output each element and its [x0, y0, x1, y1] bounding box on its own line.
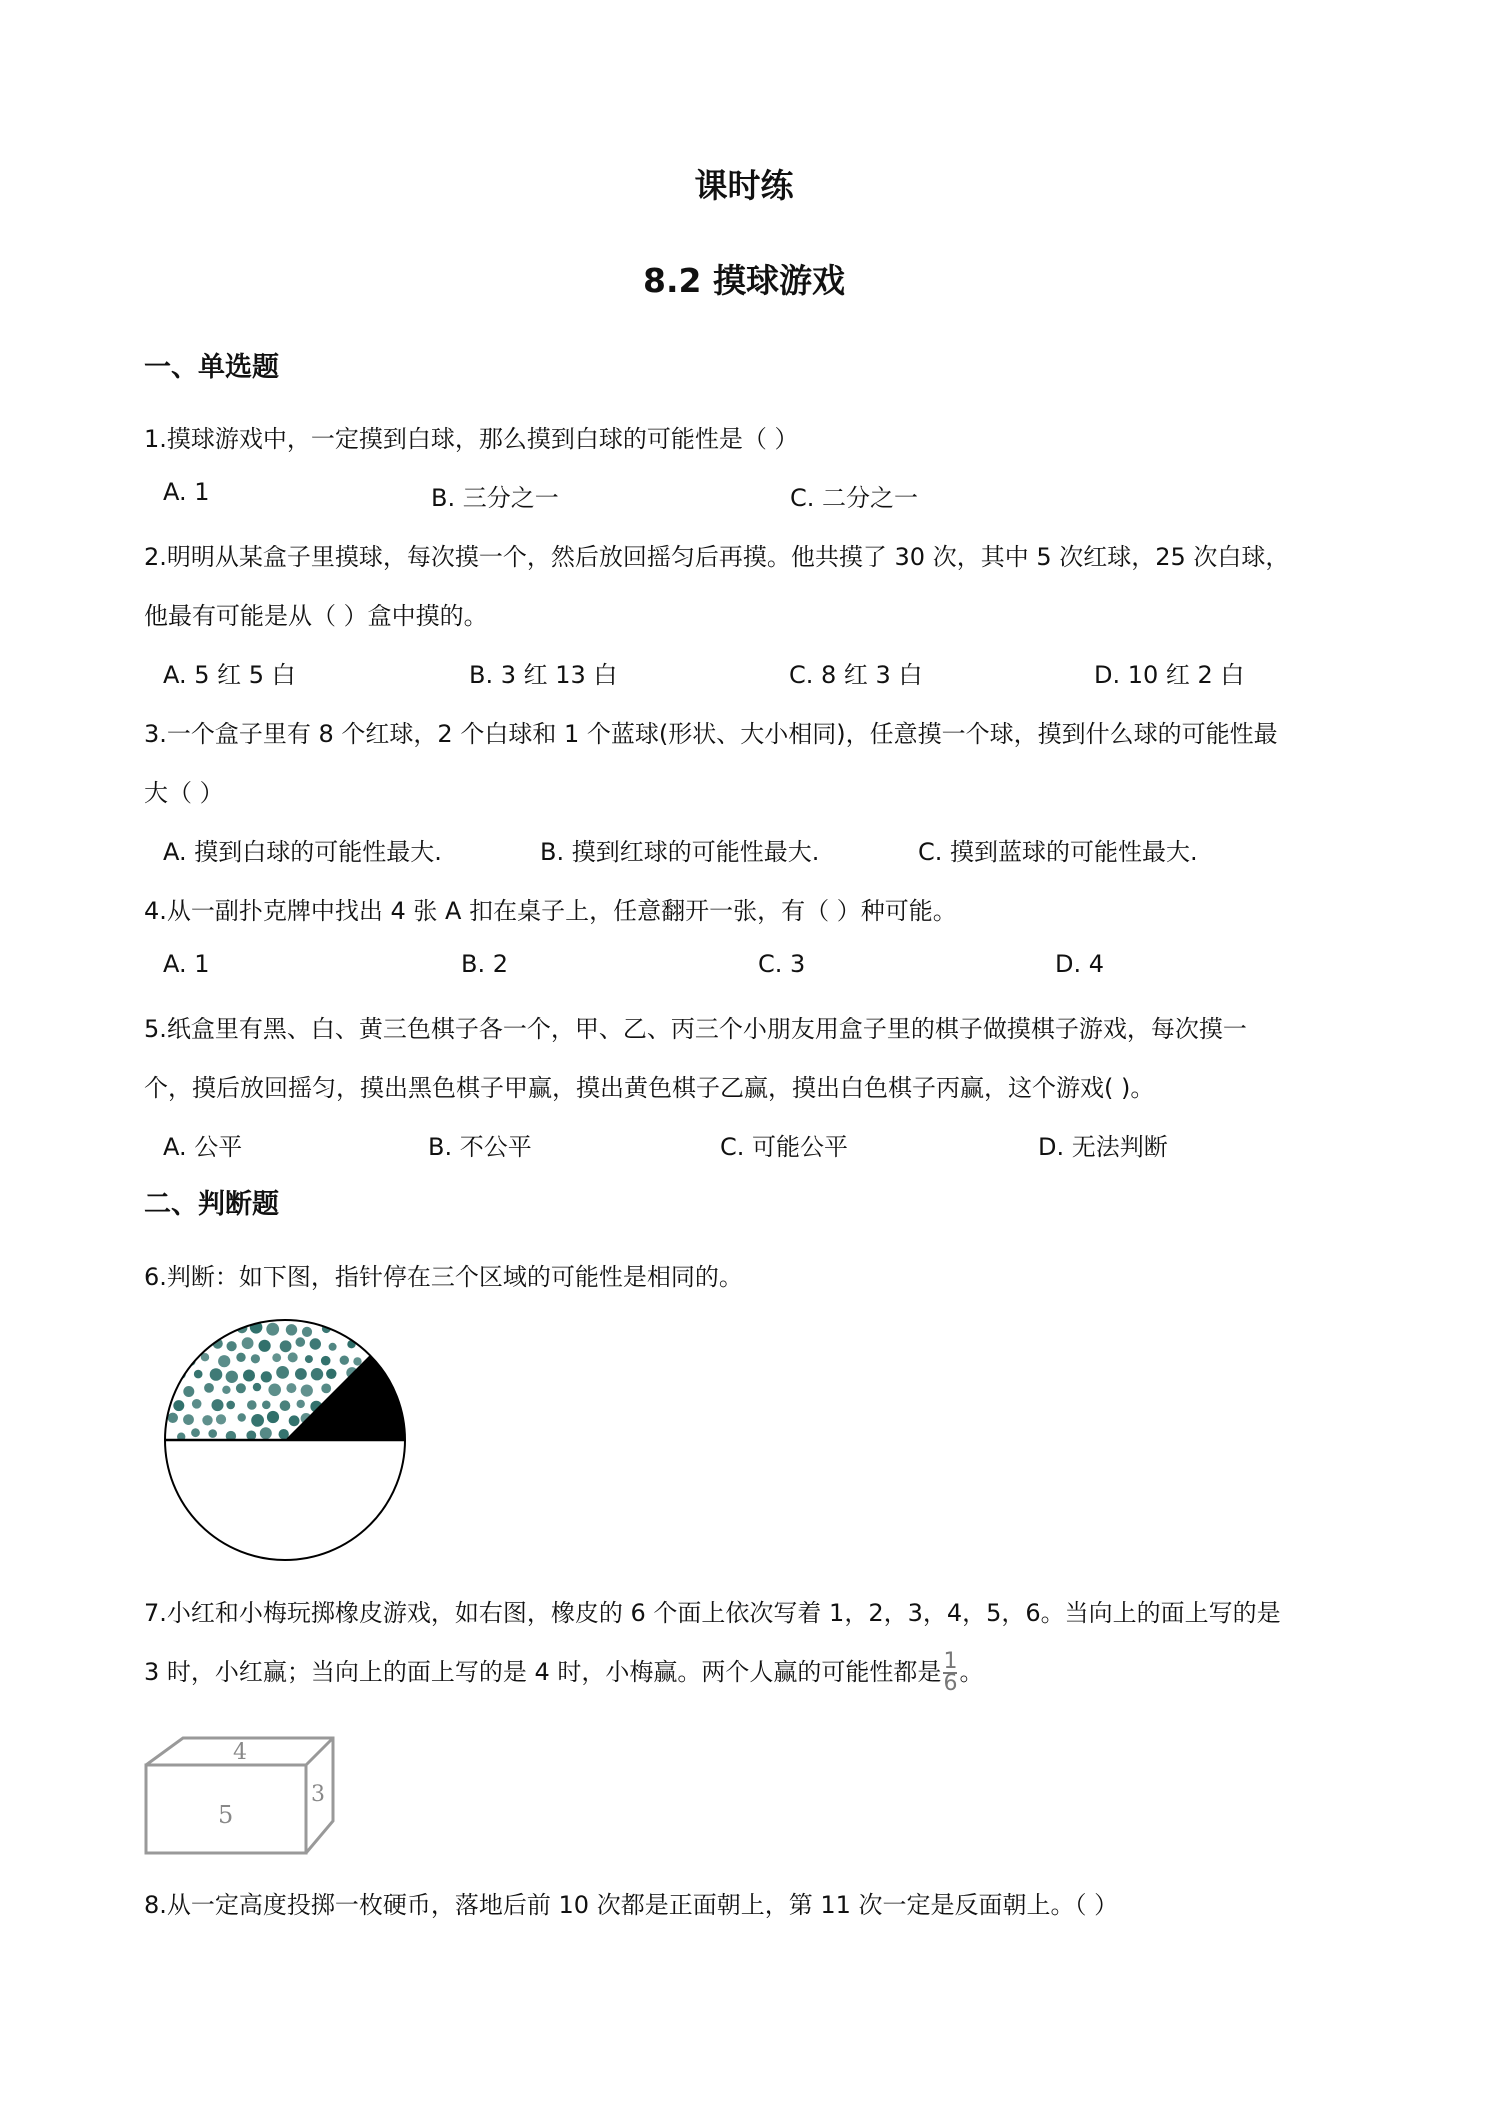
- spinner-dot: [262, 1401, 271, 1410]
- spinner-dot: [310, 1338, 321, 1349]
- page-title: 课时练: [694, 166, 794, 205]
- spinner-dot: [286, 1383, 296, 1393]
- spinner-dot: [266, 1323, 279, 1336]
- cube-front-label: 5: [218, 1801, 234, 1829]
- spinner-dot: [280, 1400, 291, 1411]
- spinner-dot: [251, 1354, 260, 1363]
- spinner-dot: [220, 1322, 230, 1332]
- spinner-dot: [174, 1338, 184, 1348]
- spinner-dot: [186, 1325, 194, 1333]
- spinner-dot: [238, 1413, 246, 1421]
- spinner-dot: [192, 1399, 202, 1409]
- question-5-line-1: 5.纸盒里有黑、白、黄三色棋子各一个，甲、乙、丙三个小朋友用盒子里的棋子做摸棋子游戏，每次摸一: [144, 1015, 1247, 1043]
- q3-option-a[interactable]: A. 摸到白球的可能性最大.: [163, 838, 442, 866]
- q5-option-c[interactable]: C. 可能公平: [720, 1133, 849, 1161]
- section-heading-true-false: 二、判断题: [144, 1189, 279, 1220]
- spinner-dot: [194, 1370, 203, 1379]
- spinner-dot: [243, 1370, 255, 1382]
- spinner-dot: [253, 1383, 261, 1391]
- section-heading-single-choice: 一、单选题: [144, 352, 279, 383]
- q1-option-c[interactable]: C. 二分之一: [790, 484, 919, 512]
- spinner-dot: [226, 1401, 235, 1410]
- cube-top-label: 4: [233, 1740, 247, 1765]
- spinner-dot: [377, 1340, 389, 1352]
- q2-option-b[interactable]: B. 3 红 13 白: [469, 661, 618, 689]
- spinner-dot: [272, 1353, 281, 1362]
- spinner-dot: [169, 1326, 178, 1335]
- spinner-dot: [227, 1341, 237, 1351]
- spinner-dot: [260, 1427, 272, 1439]
- spinner-dot: [164, 1352, 176, 1364]
- q4-option-c[interactable]: C. 3: [758, 950, 806, 978]
- spinner-dot: [268, 1384, 281, 1397]
- spinner-dot: [190, 1338, 201, 1349]
- spinner-dot: [251, 1414, 264, 1427]
- spinner-dot: [218, 1355, 230, 1367]
- spinner-dot: [353, 1326, 363, 1336]
- question-4-text: 4.从一副扑克牌中找出 4 张 A 扣在桌子上，任意翻开一张，有（ ）种可能。: [144, 897, 957, 925]
- spinner-dot: [210, 1368, 223, 1381]
- q5-option-a[interactable]: A. 公平: [163, 1133, 243, 1161]
- q4-option-a[interactable]: A. 1: [163, 950, 210, 978]
- question-3-line-1: 3.一个盒子里有 8 个红球，2 个白球和 1 个蓝球(形状、大小相同)，任意摸一个球，摸到什么球的可能性最: [144, 720, 1278, 748]
- question-1-text: 1.摸球游戏中，一定摸到白球，那么摸到白球的可能性是（ ）: [144, 425, 799, 453]
- q2-option-a[interactable]: A. 5 红 5 白: [163, 661, 296, 689]
- page-subtitle: 8.2 摸球游戏: [643, 261, 845, 300]
- spinner-dot: [247, 1400, 257, 1410]
- q1-option-b[interactable]: B. 三分之一: [431, 484, 559, 512]
- spinner-dot: [301, 1385, 313, 1397]
- question-8-text: 8.从一定高度投掷一枚硬币，落地后前 10 次都是正面朝上，第 11 次一定是反面朝上。（ ）: [144, 1891, 1119, 1919]
- spinner-circle-figure: [160, 1315, 410, 1565]
- q2-option-c[interactable]: C. 8 红 3 白: [789, 661, 923, 689]
- spinner-dot: [280, 1340, 292, 1352]
- q5-option-d[interactable]: D. 无法判断: [1038, 1133, 1168, 1161]
- spinner-dot: [216, 1414, 226, 1424]
- fraction-one-sixth: [943, 1649, 958, 1696]
- spinner-dot: [204, 1383, 214, 1393]
- question-7-line-2: [144, 1649, 984, 1696]
- spinner-dot: [329, 1343, 337, 1351]
- spinner-dot: [208, 1429, 217, 1438]
- eraser-cube-figure: [143, 1733, 343, 1858]
- q5-option-b[interactable]: B. 不公平: [428, 1133, 532, 1161]
- q3-option-c[interactable]: C. 摸到蓝球的可能性最大.: [918, 838, 1198, 866]
- question-7-line-2-end: 。: [959, 1658, 984, 1686]
- spinner-dot: [212, 1399, 224, 1411]
- spinner-dot: [267, 1411, 279, 1423]
- spinner-dot: [288, 1352, 298, 1362]
- spinner-dot: [222, 1386, 230, 1394]
- question-2-line-1: 2.明明从某盒子里摸球，每次摸一个，然后放回摇匀后再摸。他共摸了 30 次，其中 5 次红球，25 次白球，: [144, 543, 1290, 571]
- spinner-dot: [295, 1368, 307, 1380]
- spinner-dot: [321, 1356, 331, 1366]
- question-3-line-2: 大（ ）: [144, 779, 224, 807]
- spinner-dot: [236, 1353, 245, 1362]
- q4-option-d[interactable]: D. 4: [1055, 950, 1105, 978]
- spinner-dot: [305, 1355, 313, 1363]
- q1-option-a[interactable]: A. 1: [163, 478, 210, 506]
- spinner-dot: [173, 1400, 184, 1411]
- spinner-dot: [202, 1415, 212, 1425]
- spinner-dot: [203, 1324, 212, 1333]
- question-7-line-1: 7.小红和小梅玩掷橡皮游戏，如右图，橡皮的 6 个面上依次写着 1，2，3，4，5，6。当向上的面上写的是: [144, 1599, 1281, 1627]
- spinner-dot: [289, 1415, 300, 1426]
- spinner-dot: [311, 1368, 323, 1380]
- question-6-text: 6.判断：如下图，指针停在三个区域的可能性是相同的。: [144, 1263, 743, 1291]
- spinner-dot: [236, 1383, 246, 1393]
- spinner-dot: [297, 1400, 305, 1408]
- spinner-dot: [296, 1337, 306, 1347]
- spinner-dot: [259, 1340, 271, 1352]
- question-5-line-2: 个，摸后放回摇匀，摸出黑色棋子甲赢，摸出黄色棋子乙赢，摸出白色棋子丙赢，这个游戏( )。: [144, 1074, 1155, 1102]
- spinner-dot: [353, 1357, 361, 1365]
- spinner-dot: [191, 1428, 200, 1437]
- question-7-line-2-text: 3 时，小红赢；当向上的面上写的是 4 时，小梅赢。两个人赢的可能性都是: [144, 1658, 942, 1686]
- cube-side-label: 3: [311, 1782, 325, 1807]
- spinner-dot: [302, 1327, 312, 1337]
- spinner-dot: [261, 1371, 272, 1382]
- q4-option-b[interactable]: B. 2: [461, 950, 508, 978]
- spinner-dot: [183, 1414, 194, 1425]
- black-region: [285, 1355, 405, 1440]
- spinner-dot: [338, 1325, 346, 1333]
- q3-option-b[interactable]: B. 摸到红球的可能性最大.: [540, 838, 820, 866]
- spinner-dot: [242, 1337, 254, 1349]
- q2-option-d[interactable]: D. 10 红 2 白: [1094, 661, 1245, 689]
- spinner-dot: [168, 1413, 178, 1423]
- spinner-dot: [286, 1324, 297, 1335]
- spinner-dot: [183, 1386, 194, 1397]
- question-2-line-2: 他最有可能是从（ ）盒中摸的。: [144, 602, 488, 630]
- spinner-dot: [321, 1384, 331, 1394]
- spinner-dot: [326, 1369, 336, 1379]
- fraction-numerator: 1: [943, 1649, 958, 1674]
- spinner-dot: [372, 1323, 384, 1335]
- fraction-denominator: 6: [943, 1671, 958, 1696]
- spinner-dot: [340, 1356, 349, 1365]
- spinner-dot: [226, 1371, 238, 1383]
- spinner-dot: [276, 1366, 289, 1379]
